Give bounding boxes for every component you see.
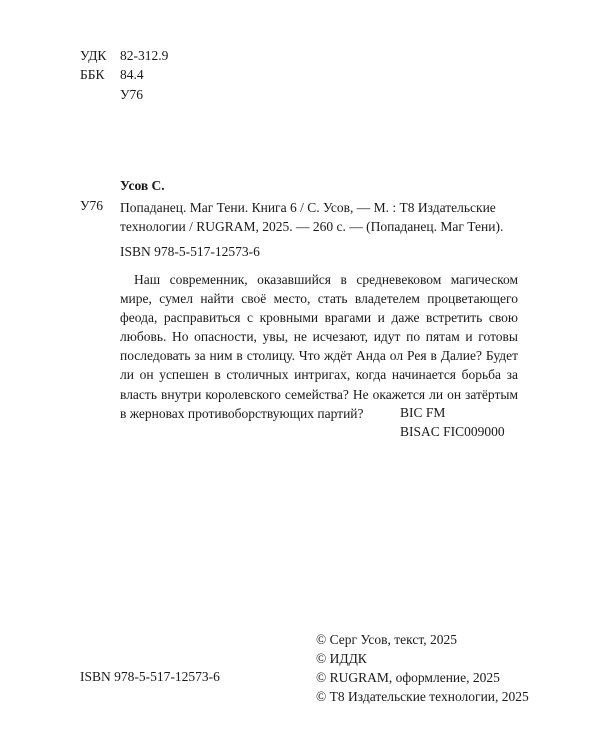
bbk-value: 84.4: [120, 67, 144, 82]
author-sign: У76: [120, 87, 144, 102]
copyright-block: [316, 630, 529, 706]
isbn: ISBN 978-5-517-12573-6: [120, 244, 260, 259]
author-sign-margin: У76: [80, 198, 104, 213]
copyright-line: © RUGRAM, оформление, 2025: [316, 670, 500, 685]
bic-code: BIC FM: [400, 405, 446, 420]
bisac-code: BISAC FIC009000: [400, 424, 505, 439]
annotation-text: Наш современник, оказавшийся в средневековом магическом мире, сумел найти своё место, стать владетелем процветающего феода, расправиться с кровными врагами и даже встретить свою любовь. Но опасности, увы, не исчезают, идут по пятам и готовы последовать за ним в столицу. Что ждёт Анда ол Рея в Далие? Будет ли он успешен в столичных интригах, когда начинается борьба за власть внутри королевского семейства? Не окажется ли он затёртым в жерновах противоборствующих партий?: [120, 272, 518, 421]
description-line: Попаданец. Маг Тени. Книга 6 / С. Усов, — М. : Т8 Издательские: [120, 200, 496, 215]
bbk-label: ББК: [80, 67, 105, 82]
subject-codes: [400, 403, 505, 441]
isbn-bottom: ISBN 978-5-517-12573-6: [80, 669, 220, 684]
udk-label: УДК: [80, 48, 107, 63]
author-name: Усов С.: [120, 178, 165, 193]
copyright-line: © ИДДК: [316, 651, 367, 666]
copyright-line: © Т8 Издательские технологии, 2025: [316, 689, 529, 704]
copyright-line: © Серг Усов, текст, 2025: [316, 632, 457, 647]
description-line: технологии / RUGRAM, 2025. — 260 с. — (Попаданец. Маг Тени).: [120, 219, 504, 234]
bibliographic-description: [120, 198, 515, 236]
udk-value: 82-312.9: [120, 48, 169, 63]
